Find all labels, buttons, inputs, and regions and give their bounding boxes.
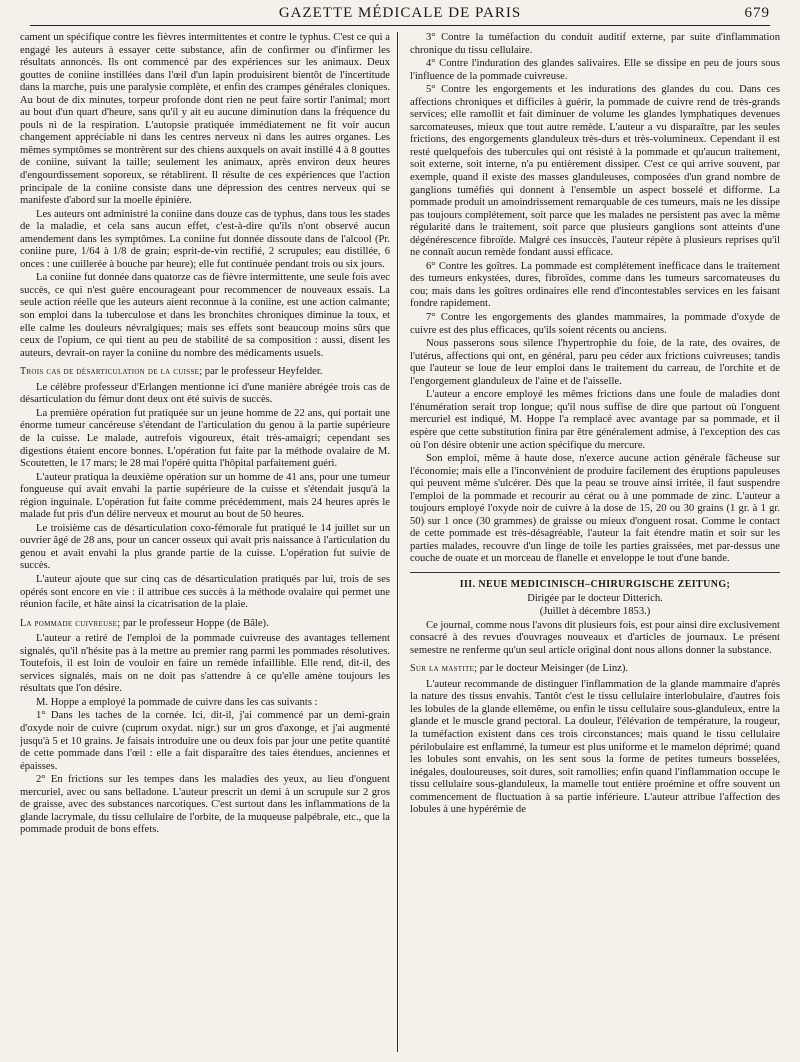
paragraph: Le troisième cas de désarticulation coxo-fémorale fut pratiqué le 14 juillet sur un ouvrier âgé de 28 ans, pour un cancer osseux qui avait pris naissance à l'articulation du genou et avait envahi la plus grande partie de la cuisse. L'opération fut suivie de succès. [20,522,390,572]
paragraph: Ce journal, comme nous l'avons dit plusieurs fois, est pour ainsi dire exclusivement consacré à des revues d'ouvrages nouveaux et d'articles de journaux. Le présent semestre ne renferme qu'un seul article original dont nous allons donner la substance. [410,619,780,656]
section-title: La pommade cuivreuse [20,617,118,629]
section-author: ; par le professeur Heyfelder. [199,366,323,378]
section-divider [410,572,780,573]
page-header [30,3,770,26]
paragraph: 5° Contre les engorgements et les indurations des glandes du cou. Dans ces affections chroniques et difficiles à guérir, la pommade de cuivre rend de très-grands services; elle ramollit et fait diminuer de volume les glandes lymphatiques devenues sarcomateuses, mieux que tout autre remède. L'auteur a vu disparaître, par les seules frictions, des engorgements glanduleux très-durs et très-volumineux. Cependant il est resté quelquefois des tubercules qui ont résisté à la pommade et qu'aucun traitement, soit externe, soit interne, n'a pu entièrement dissiper. C'est ce qui arrive souvent, par exemple, quand il existe des masses glanduleuses, composées d'un grand nombre de ganglions tuméfiés qui donnent à l'ensemble un aspect bosselé et difforme. La pommade produit un amoindrissement remarquable de ces tumeurs, mais ne les dissipe pas toujours complétement, soit parce que les malades ne persistent pas avec la même régularité dans le traitement, soit parce que plusieurs ganglions sont atteints d'une dégénérescence fibroïde. Malgré ces insuccès, l'auteur répète à plusieurs reprises qu'il ne connaît aucun remède fondant aussi efficace. [410,84,780,259]
journal-dates: (Juillet à décembre 1853.) [539,606,651,618]
journal-section-title: III. NEUE MEDICINISCH–CHIRURGISCHE ZEITUNG; [459,578,731,590]
left-column [20,32,390,1052]
section-title: Sur la mastite [410,663,475,675]
paragraph: 6° Contre les goîtres. La pommade est complétement inefficace dans le traitement des tumeurs enkystées, dures, fibroïdes, comme dans les tumeurs sarcomateuses du cou; mais dans les goîtres ordinaires elle rend d'incontestables services en les faisant fondre rapidement. [410,260,780,310]
paragraph: 7° Contre les engorgements des glandes mammaires, la pommade d'oxyde de cuivre est des plus efficaces, qu'ils soient récents ou anciens. [410,312,780,336]
paragraph: Les auteurs ont administré la coniine dans douze cas de typhus, dans tous les stades de la maladie, et cela sans aucun effet, c'est-à-dire qu'ils n'ont observé aucun amendement dans les symptômes. La coniine fut donnée dissoute dans de l'alcool (Pr. coniine pure, 1/64 à 1/8 de grain; esprit-de-vin rectifié, 2 scrupules; eau distillée, 6 onces : une cuillerée à bouche par heure); elle fut continuée pendant trois ou six jours. [20,208,390,270]
section-author: ; par le professeur Hoppe (de Bâle). [117,617,269,629]
paragraph: 1° Dans les taches de la cornée. Ici, dit-il, j'ai commencé par un demi-grain d'oxyde noir de cuivre (cuprum oxydat. nigr.) sur un gros d'axonge, et j'ai augmenté jusqu'à 5 et 10 grains. Je faisais introduire une ou deux fois par jour une petite quantité de cette pommade dans l'œil : elle a fait disparaître des taies étendues, anciennes et épaisses. [20,710,390,772]
section-author: ; par le docteur Meisinger (de Linz). [474,663,628,675]
paragraph: La première opération fut pratiquée sur un jeune homme de 22 ans, qui portait une énorme tumeur cancéreuse s'étendant de l'articulation du genou à la partie supérieure de la cuisse. Le malade, autrefois vigoureux, était très-amaigri; cependant ses digestions étaient encore bonnes. L'opération fut faite par la méthode ovalaire de M. Scoutetten, le 17 mars; le 28 mai l'opéré quitta l'hôpital parfaitement guéri. [20,407,390,470]
paragraph: 4° Contre l'induration des glandes salivaires. Elle se dissipe en peu de jours sous l'influence de la pommade cuivreuse. [410,58,780,82]
paragraph: cament un spécifique contre les fièvres intermittentes et contre le typhus. C'est ce qui a engagé les auteurs à essayer cette substance, afin de confirmer ou d'infirmer les résultats annoncés. Ils ont commencé par des expériences sur les animaux. Deux gouttes de coniine instillées dans l'œil d'un lapin produisirent bientôt de l'incertitude dans la marche, puis une paralysie complète, et enfin des crampes générales cloniques. Au bout de dix minutes, torpeur profonde dont rien ne peut faire sortir l'animal; mort au bout d'un quart d'heure, sans qu'il y ait eu aucune diminution dans la fréquence du pouls ni de la respiration. L'autopsie pratiquée immédiatement ne fit voir aucun changement appréciable ni dans les centres nerveux ni dans les autres organes. Les mêmes symptômes se montrèrent sur des chiens auxquels on avait instillé 4 à 8 gouttes de coniine, suivant la taille; seulement les animaux, après environ deux heures d'engourdissement soporeux, se rétablirent. Il résulte de ces expériences que l'action principale de la coniine consiste dans une dépression des centres nerveux qui se manifeste d'abord sur la moelle épinière. [20,32,390,207]
paragraph: M. Hoppe a employé la pommade de cuivre dans les cas suivants : [36,696,318,708]
section-heading [20,618,390,631]
section-heading [410,663,780,676]
right-column [410,32,780,1052]
page-number: 679 [744,5,770,21]
paragraph: 3° Contre la tuméfaction du conduit auditif externe, par suite d'inflammation chronique du tissu cellulaire. [410,32,780,56]
journal-title: GAZETTE MÉDICALE DE PARIS [278,5,522,21]
section-title: Trois cas de désarticulation de la cuisse [20,366,200,378]
paragraph: L'auteur recommande de distinguer l'inflammation de la glande mammaire d'après la nature des tissus envahis. Tantôt c'est le tissu cellulaire interlobulaire, d'autres fois les lobules de la glande ellemême, ou enfin le tissu cellulaire sous-glanduleux, entre la glande et le muscle grand pectoral. La douleur, l'élévation de température, la rougeur, la tuméfaction existent dans ces trois circonstances; mais quand le tissu cellulaire périlobulaire est enflammé, la tumeur est plus uniforme et le mamelon déprimé; quand les lobules sont envahis, on les sent sous la forme de petites tumeurs bosselées, inégales, douloureuses, soit dures, soit ramollies; enfin quand l'inflammation occupe le tissu cellulaire sous-glanduleux, la mamelle tout entière proémine et offre souvent un commencement de fluctuation à sa partie inférieure. L'auteur attribue l'affection des lobules à une hypérémie de [410,678,780,816]
column-rule [397,32,398,1052]
paragraph: L'auteur pratiqua la deuxième opération sur un homme de 41 ans, pour une tumeur fongueuse qui avait envahi la partie supérieure de la cuisse et s'étendait jusqu'à la région inguinale. L'opération fut faite comme précédemment, mais 24 heures après le malade fut pris d'un délire nerveux et mourut au bout de 50 heures. [20,471,390,521]
paragraph: Le célèbre professeur d'Erlangen mentionne ici d'une manière abrégée trois cas de désarticulation du fémur dont deux ont été suivis de succès. [20,381,390,406]
paragraph: La coniine fut donnée dans quatorze cas de fièvre intermittente, une seule fois avec succès, ce qui n'est guère encourageant pour recommencer de nouveaux essais. La seule action réelle que les auteurs aient reconnue à la coniine, est une action calmante; son emploi dans la tuberculose et dans les bronchites chroniques diminue la toux, et elle calme les douleurs névralgiques; mais ses effets sont beaucoup moins sûrs que ceux de l'opium, ce qui tient au peu de stabilité de sa composition : aussi, disent les auteurs, devrait-on rayer la coniine du nombre des médicaments usuels. [20,272,390,359]
paragraph: L'auteur a retiré de l'emploi de la pommade cuivreuse des avantages tellement signalés, qu'il n'hésite pas à la mettre au premier rang parmi les pommades résolutives. Toutefois, il est loin de vouloir en faire un remède infaillible. Elle rend, dit-il, des services signalés, mais on ne doit pas s'attendre à ce qu'elle amène toujours les résultats que l'on désire. [20,633,390,695]
section-heading [20,366,390,379]
paragraph: Nous passerons sous silence l'hypertrophie du foie, de la rate, des ovaires, de l'utérus, affections qui ont, en général, paru peu céder aux frictions cuivreuses; tandis que l'auteur se loue de leur emploi dans le traitement du carreau, de l'orchite et de l'engorgement glanduleux de l'aine et de l'aisselle. [410,338,780,387]
paragraph: 2° En frictions sur les tempes dans les maladies des yeux, au lieu d'onguent mercuriel, avec ou sans belladone. L'auteur prescrit un demi à un scrupule sur 2 gros de graisse, avec des substances narcotiques. C'est surtout dans les inflammations de la glande lacrymale, du tissu cellulaire de l'orbite, de la muqueuse palpébrale, etc., que la pommade produit de bons effets. [20,774,390,836]
paragraph: Son emploi, même à haute dose, n'exerce aucune action générale fâcheuse sur l'économie; mais elle a l'inconvénient de produire facilement des éruptions papuleuses qui peuvent même s'ulcérer. Dès que la peau se trouve ainsi irritée, il faut suspendre l'emploi de la pommade et recourir au cérat ou à une pommade de zinc. L'auteur a toujours employé l'oxyde noir de cuivre à la dose de 15, 20 ou 30 grains (1 gr. à 1 gr. 50) sur 1 once (30 grammes) de graisse ou mieux d'onguent rosat. Comme le contact de cette pommade est très-désagréable, l'auteur la fait étendre matin et soir sur les parties malades, recouvre d'un linge de toile les parties graissées, met par-dessus une couche de ouate et un morceau de flanelle et enveloppe le tout d'une bande. [410,453,780,565]
paragraph: L'auteur a encore employé les mêmes frictions dans une foule de maladies dont l'énumération serait trop longue; qu'il nous suffise de dire que partout où l'onguent mercuriel est indiqué, M. Hoppe l'a remplacé avec avantage par sa pommade, et il espère que cette substitution finira par être généralement admise, à l'exception des cas où l'on désire obtenir une action spécifique du mercure. [410,389,780,451]
journal-editor: Dirigée par le docteur Ditterich. [527,592,663,604]
paragraph: L'auteur ajoute que sur cinq cas de désarticulation pratiqués par lui, trois de ses opérés sont encore en vie : il attribue ces succès à la méthode ovalaire qui permet une réunion facile, et hâte ainsi la cicatrisation de la plaie. [20,573,390,611]
